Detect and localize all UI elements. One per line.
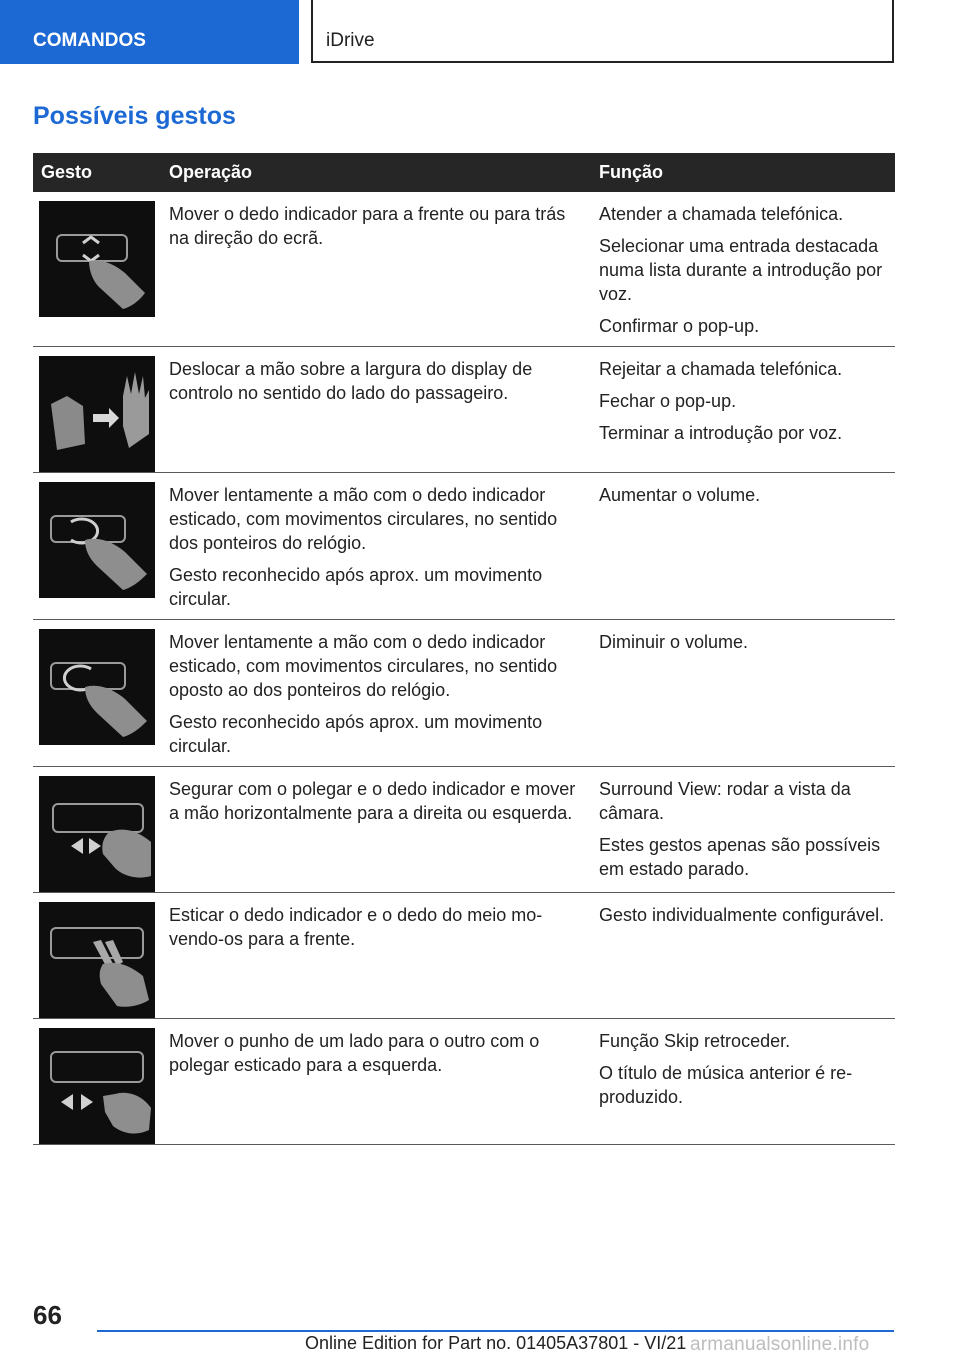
pinch-rotate-gesture-icon xyxy=(39,776,155,892)
page-title: Possíveis gestos xyxy=(33,102,236,130)
function-cell-paragraph: Fechar o pop-up. xyxy=(599,391,737,411)
operation-cell xyxy=(161,1019,591,1145)
function-cell xyxy=(591,347,895,473)
chapter-label: iDrive xyxy=(326,30,375,51)
operation-cell xyxy=(161,473,591,620)
clockwise-circle-gesture-icon xyxy=(39,482,155,598)
function-cell-paragraph: Surround View: rodar a vista da câmara. xyxy=(599,779,851,823)
table-row xyxy=(33,473,895,620)
counterclockwise-circle-gesture-icon xyxy=(39,629,155,745)
footer-edition-text: Online Edition for Part no. 01405A37801 - VI/21 xyxy=(305,1333,687,1353)
two-finger-point-gesture-icon xyxy=(39,902,155,1018)
table-row xyxy=(33,1019,895,1145)
gesture-cell xyxy=(33,192,161,347)
table-row xyxy=(33,893,895,1019)
operation-cell xyxy=(161,767,591,893)
watermark-text: armanualsonline.info xyxy=(690,1334,870,1355)
finger-forward-back-gesture-icon xyxy=(39,201,155,317)
function-cell-paragraph: Terminar a introdução por voz. xyxy=(599,423,843,443)
column-header-function: Função xyxy=(591,153,895,192)
operation-cell-paragraph: Gesto reconhecido após aprox. um movimento circular. xyxy=(169,565,543,609)
operation-cell xyxy=(161,893,591,1019)
function-cell-paragraph: Função Skip retroceder. xyxy=(599,1031,791,1051)
page-number: 66 xyxy=(33,1300,62,1330)
gesture-cell xyxy=(33,620,161,767)
gestures-table xyxy=(33,153,895,1145)
operation-cell-paragraph: Esticar o dedo indicador e o dedo do meio movendo-os para a frente. xyxy=(169,905,543,949)
operation-cell xyxy=(161,347,591,473)
function-cell-paragraph: Selecionar uma entrada destacada numa lista durante a introdução por voz. xyxy=(599,236,883,304)
gesture-cell xyxy=(33,893,161,1019)
chapter-header xyxy=(311,0,894,63)
hand-swipe-gesture-icon xyxy=(39,356,155,472)
table-row xyxy=(33,620,895,767)
column-header-operation: Operação xyxy=(161,153,591,192)
fist-thumb-gesture-icon xyxy=(39,1028,155,1144)
gesture-cell xyxy=(33,1019,161,1145)
function-cell-paragraph: Aumentar o volume. xyxy=(599,485,761,505)
function-cell-paragraph: Atender a chamada telefónica. xyxy=(599,204,844,224)
function-cell-paragraph: Estes gestos apenas são possíveis em estado parado. xyxy=(599,835,881,879)
operation-cell-paragraph: Segurar com o polegar e o dedo indicador e mover a mão horizontalmente para a direita ou esquerda. xyxy=(169,779,576,823)
table-row xyxy=(33,347,895,473)
function-cell xyxy=(591,893,895,1019)
operation-cell-paragraph: Mover o dedo indicador para a frente ou para trás na direção do ecrã. xyxy=(169,204,566,248)
function-cell-paragraph: Rejeitar a chamada telefónica. xyxy=(599,359,843,379)
function-cell xyxy=(591,767,895,893)
operation-cell-paragraph: Mover lentamente a mão com o dedo indicador esticado, com movimentos circulares, no sentido dos ponteiros do relógio. xyxy=(169,485,558,553)
table-row xyxy=(33,192,895,347)
table-row xyxy=(33,767,895,893)
column-header-gesture: Gesto xyxy=(33,153,161,192)
operation-cell-paragraph: Mover lentamente a mão com o dedo indicador esticado, com movimentos circulares, no sentido oposto ao dos ponteiros do relógio. xyxy=(169,632,558,700)
operation-cell-paragraph: Gesto reconhecido após aprox. um movimento circular. xyxy=(169,712,543,756)
operation-cell-paragraph: Mover o punho de um lado para o outro com o polegar esticado para a esquerda. xyxy=(169,1031,540,1075)
function-cell-paragraph: Gesto individualmente configurável. xyxy=(599,905,885,925)
table-header-row xyxy=(33,153,895,192)
function-cell xyxy=(591,192,895,347)
function-cell xyxy=(591,620,895,767)
gesture-cell xyxy=(33,473,161,620)
operation-cell xyxy=(161,620,591,767)
function-cell-paragraph: Confirmar o pop-up. xyxy=(599,316,760,336)
gesture-cell xyxy=(33,347,161,473)
section-header xyxy=(0,0,299,64)
function-cell xyxy=(591,473,895,620)
section-label: COMANDOS xyxy=(33,30,146,51)
operation-cell-paragraph: Deslocar a mão sobre a largura do display de controlo no sentido do lado do passageiro. xyxy=(169,359,533,403)
function-cell-paragraph: Diminuir o volume. xyxy=(599,632,749,652)
operation-cell xyxy=(161,192,591,347)
function-cell xyxy=(591,1019,895,1145)
gesture-cell xyxy=(33,767,161,893)
function-cell-paragraph: O título de música anterior é reproduzido. xyxy=(599,1063,853,1107)
footer-rule xyxy=(97,1330,894,1332)
